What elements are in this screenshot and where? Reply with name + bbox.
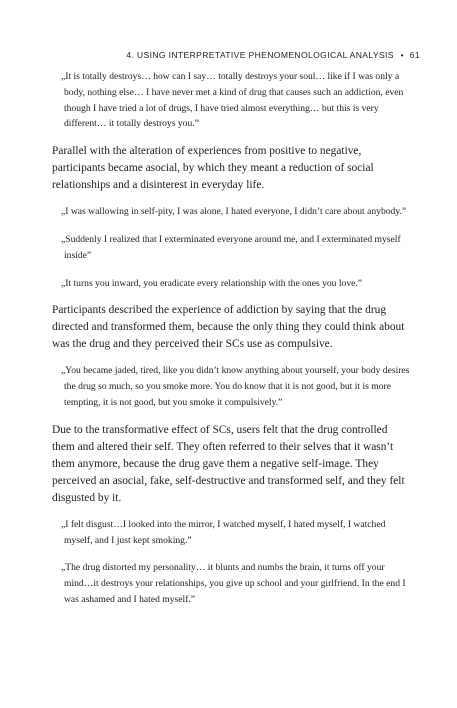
- quote-5: „You became jaded, tired, like you didn’t know anything about yourself, your body desires the drug so much, so you smoke more. You do know that it is not good, but it is more tempting, it is not good, but you smoke it compulsively.”: [61, 365, 410, 408]
- quote-2: „I was wallowing in self-pity, I was alone, I hated everyone, I didn’t care about anybody.”: [61, 206, 407, 218]
- paragraph-3: Due to the transformative effect of SCs, users felt that the drug controlled them and altered their self. They often referred to their selves that it wasn’t them anymore, because the drug gave them a negative self-image. They perceived an asocial, fake, self-destructive and transformed self, and they felt disgusted by it.: [52, 423, 405, 504]
- page-body: [52, 69, 412, 608]
- page-number: 61: [409, 50, 420, 60]
- running-title: 4. USING INTERPRETATIVE PHENOMENOLOGICAL ANALYSIS: [126, 50, 394, 60]
- paragraph-1: Parallel with the alteration of experiences from positive to negative, participants became asocial, by which they meant a reduction of social relationships and a disinterest in everyday life.: [52, 145, 374, 192]
- quote-7: „The drug distorted my personality… it blunts and numbs the brain, it turns off your mind…it destroys your relationships, you give up school and your girlfriend. In the end I was ashamed and I hated myself.”: [61, 562, 406, 605]
- paragraph-2: Participants described the experience of addiction by saying that the drug directed and transformed them, because the only thing they could think about was the drug and they perceived their SCs use as compulsive.: [52, 304, 405, 351]
- running-header: [126, 50, 420, 60]
- quote-4: „It turns you inward, you eradicate every relationship with the ones you love.”: [61, 277, 363, 289]
- bullet-separator: •: [400, 50, 404, 60]
- quote-3: „Suddenly I realized that I exterminated everyone around me, and I exterminated myself inside”: [61, 233, 401, 261]
- quote-6: „I felt disgust…I looked into the mirror, I watched myself, I hated myself, I watched myself, and I just kept smoking.”: [61, 518, 386, 546]
- quote-1: „It is totally destroys… how can I say… totally destroys your soul… like if I was only a body, nothing else… I have never met a kind of drug that causes such an addiction, even though I have tried a lot of drugs, I have tried almost everything… but this is very different… it totally destroys you.”: [61, 71, 404, 130]
